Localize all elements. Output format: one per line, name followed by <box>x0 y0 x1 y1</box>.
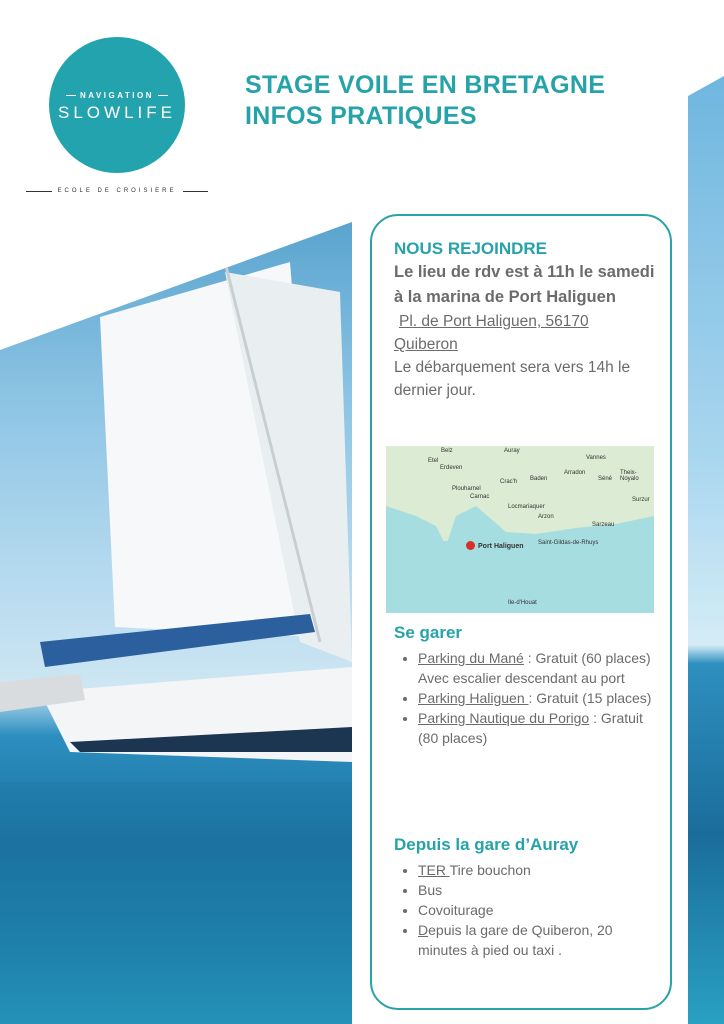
map-place: Sarzeau <box>592 522 615 528</box>
title-line1: STAGE VOILE EN BRETAGNE <box>245 71 606 99</box>
map-place: Erdeven <box>440 465 463 471</box>
sailboat-photo <box>0 222 352 1024</box>
transport-text: Covoiturage <box>418 902 494 918</box>
section-title-gare: Depuis la gare d’Auray <box>394 835 579 854</box>
logo-tagline <box>26 188 208 194</box>
info-card <box>370 214 672 1010</box>
meeting-info: Le lieu de rdv est à 11h le samedi à la marina de Port Haliguen <box>394 263 655 306</box>
address[interactable] <box>394 310 656 356</box>
transport-text: epuis la gare de Quiberon, 20 minutes à pied ou taxi . <box>418 922 613 958</box>
map-place: Saint-Gildas-de-Rhuys <box>538 540 599 546</box>
transport-text: Tire bouchon <box>449 862 531 878</box>
map-place: Auray <box>504 448 520 454</box>
map-place: Vannes <box>586 455 606 461</box>
parking-list <box>394 648 658 748</box>
map-place: Surzur <box>632 497 650 503</box>
train-list <box>394 860 658 960</box>
list-item <box>418 880 658 900</box>
map-pin-icon <box>466 541 475 550</box>
logo-line2: SLOWLIFE <box>58 103 176 122</box>
tagline-rule-right <box>183 191 209 192</box>
map-place: Arradon <box>564 470 586 476</box>
tagline-rule-left <box>26 191 52 192</box>
list-item <box>418 900 658 920</box>
map-image[interactable] <box>386 446 654 613</box>
tagline-text: ECOLE DE CROISIERE <box>57 188 177 194</box>
map-place: Séné <box>598 476 613 482</box>
title-line2: INFOS PRATIQUES <box>245 102 477 130</box>
map-place: Ile-d'Houat <box>508 600 537 606</box>
list-item <box>418 648 658 688</box>
logo-line1: NAVIGATION <box>49 91 185 100</box>
map-place: Belz <box>441 448 453 454</box>
map-place: Arzon <box>538 514 554 520</box>
parking-text: : Gratuit (60 places) Avec escalier descendant au port <box>418 650 651 686</box>
map-place: Crac'h <box>500 479 518 485</box>
map-place: Plouharnel <box>452 486 481 492</box>
address-line2[interactable]: Quiberon <box>394 336 458 353</box>
parking-link[interactable]: Parking Nautique du Porigo <box>418 710 590 726</box>
parking-link[interactable]: Parking du Mané <box>418 650 524 666</box>
list-item <box>418 920 658 960</box>
map-place: Theix-Noyalo <box>620 470 639 482</box>
parking-text: : Gratuit (80 places) <box>418 710 643 746</box>
list-item <box>418 688 658 708</box>
map-place: Carnac <box>470 494 490 500</box>
section-title-garer: Se garer <box>394 623 463 642</box>
page-title <box>245 70 675 132</box>
parking-link[interactable]: Parking Haliguen <box>418 690 529 706</box>
sea-photo-strip <box>688 76 724 1024</box>
transport-link[interactable]: D <box>418 922 429 938</box>
map-place: Etel <box>428 458 439 464</box>
map-place: Baden <box>530 476 548 482</box>
list-item <box>418 708 658 748</box>
address-line1[interactable]: Pl. de Port Haliguen, 56170 <box>399 313 589 330</box>
parking-text: : Gratuit (15 places) <box>528 690 652 706</box>
map-place: Locmariaquer <box>508 504 545 510</box>
list-item <box>418 860 658 880</box>
transport-link[interactable]: TER <box>418 862 450 878</box>
section-title-rejoindre: NOUS REJOINDRE <box>394 239 548 258</box>
map-pin-label: Port Haliguen <box>478 543 524 550</box>
transport-text: Bus <box>418 882 443 898</box>
disembark-info: Le débarquement sera vers 14h le dernier jour. <box>394 359 631 399</box>
logo <box>49 37 185 173</box>
